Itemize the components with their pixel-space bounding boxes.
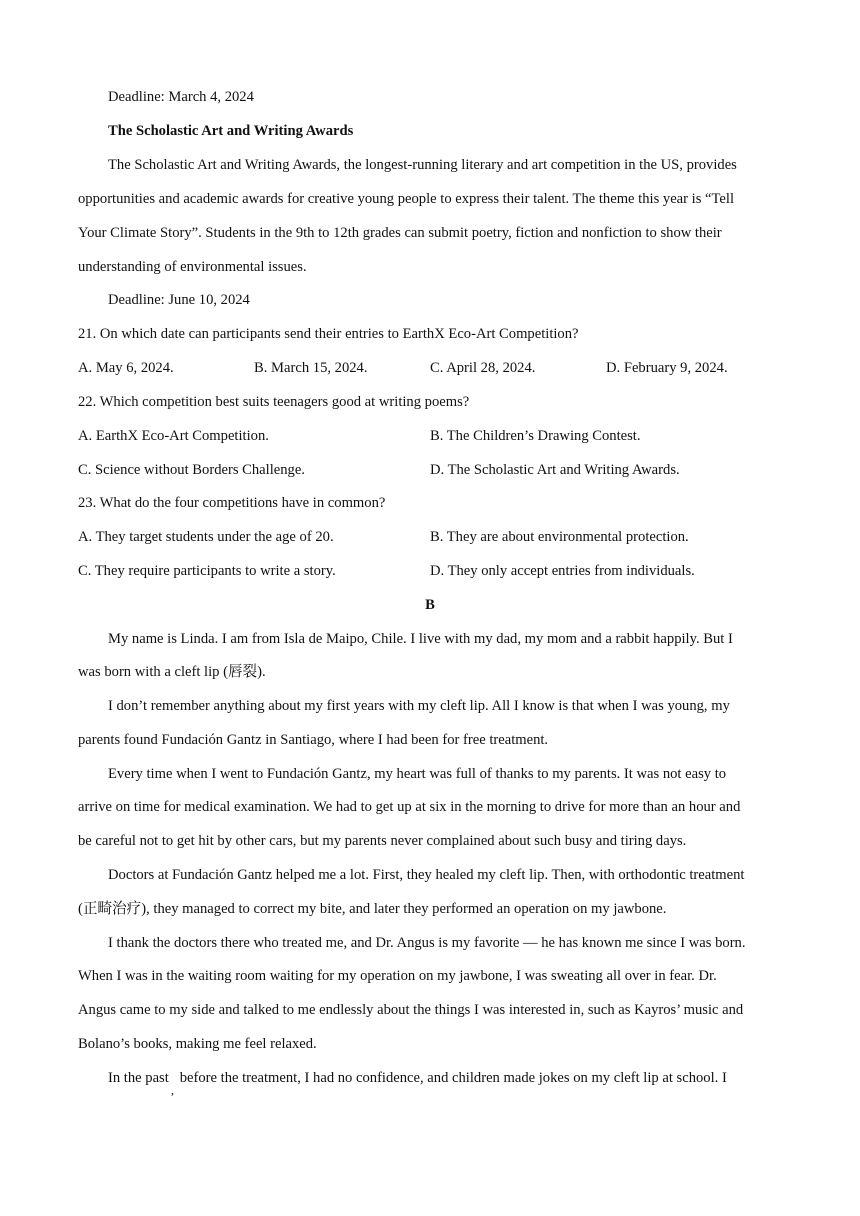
passage-line: I don’t remember anything about my first years with my cleft lip. All I know is that when I was young, my	[108, 698, 730, 714]
option-a: A. They target students under the age of 20.	[78, 529, 334, 545]
passage-line: arrive on time for medical examination. We had to get up at six in the morning to drive for more than an hour and	[78, 799, 741, 815]
option-d: D. February 9, 2024.	[606, 360, 728, 376]
question-stem: 23. What do the four competitions have in common?	[78, 495, 386, 511]
passage-line: parents found Fundación Gantz in Santiago, where I had been for free treatment.	[78, 732, 549, 748]
passage-line: was born with a cleft lip (唇裂).	[78, 664, 266, 680]
deadline-line: Deadline: June 10, 2024	[108, 292, 250, 308]
paragraph-line: The Scholastic Art and Writing Awards, the longest-running literary and art competition in the US, provides	[108, 157, 737, 173]
option-c: C. They require participants to write a story.	[78, 563, 336, 579]
passage-line: (正畸治疗), they managed to correct my bite, and later they performed an operation on my jawbone.	[78, 901, 667, 917]
passage-line: My name is Linda. I am from Isla de Maipo, Chile. I live with my dad, my mom and a rabbit happily. But I	[108, 631, 733, 647]
option-b: B. The Children’s Drawing Contest.	[430, 428, 641, 444]
question-stem: 21. On which date can participants send their entries to EarthX Eco-Art Competition?	[78, 326, 579, 342]
option-c: C. April 28, 2024.	[430, 360, 536, 376]
paragraph-line: understanding of environmental issues.	[78, 259, 307, 275]
passage-line: be careful not to get hit by other cars, but my parents never complained about such busy and tiring days.	[78, 833, 687, 849]
option-a: A. EarthX Eco-Art Competition.	[78, 428, 269, 444]
passage-line: Bolano’s books, making me feel relaxed.	[78, 1036, 317, 1052]
passage-line: In the past before the treatment, I had no confidence, and children made jokes on my cleft lip at school. I	[108, 1070, 727, 1086]
paragraph-line: Your Climate Story”. Students in the 9th to 12th grades can submit poetry, fiction and nonfiction to show their	[78, 225, 722, 241]
option-d: D. They only accept entries from individuals.	[430, 563, 695, 579]
option-d: D. The Scholastic Art and Writing Awards.	[430, 462, 680, 478]
section-label: B	[425, 597, 435, 613]
option-b: B. They are about environmental protection.	[430, 529, 689, 545]
option-c: C. Science without Borders Challenge.	[78, 462, 305, 478]
paragraph-line: opportunities and academic awards for creative young people to express their talent. The theme this year is “Tell	[78, 191, 735, 207]
passage-line: Doctors at Fundación Gantz helped me a lot. First, they healed my cleft lip. Then, with orthodontic treatment	[108, 867, 745, 883]
option-b: B. March 15, 2024.	[254, 360, 368, 376]
stray-comma: ,	[171, 1083, 174, 1097]
passage-line: I thank the doctors there who treated me, and Dr. Angus is my favorite — he has known me since I was born.	[108, 935, 746, 951]
passage-line: Angus came to my side and talked to me endlessly about the things I was interested in, such as Kayros’ music and	[78, 1002, 744, 1018]
passage-line: Every time when I went to Fundación Gantz, my heart was full of thanks to my parents. It was not easy to	[108, 766, 727, 782]
deadline-line: Deadline: March 4, 2024	[108, 89, 254, 105]
passage-line: When I was in the waiting room waiting for my operation on my jawbone, I was sweating all over in fear. Dr.	[78, 968, 717, 984]
option-a: A. May 6, 2024.	[78, 360, 174, 376]
competition-heading: The Scholastic Art and Writing Awards	[108, 123, 354, 139]
question-stem: 22. Which competition best suits teenagers good at writing poems?	[78, 394, 470, 410]
